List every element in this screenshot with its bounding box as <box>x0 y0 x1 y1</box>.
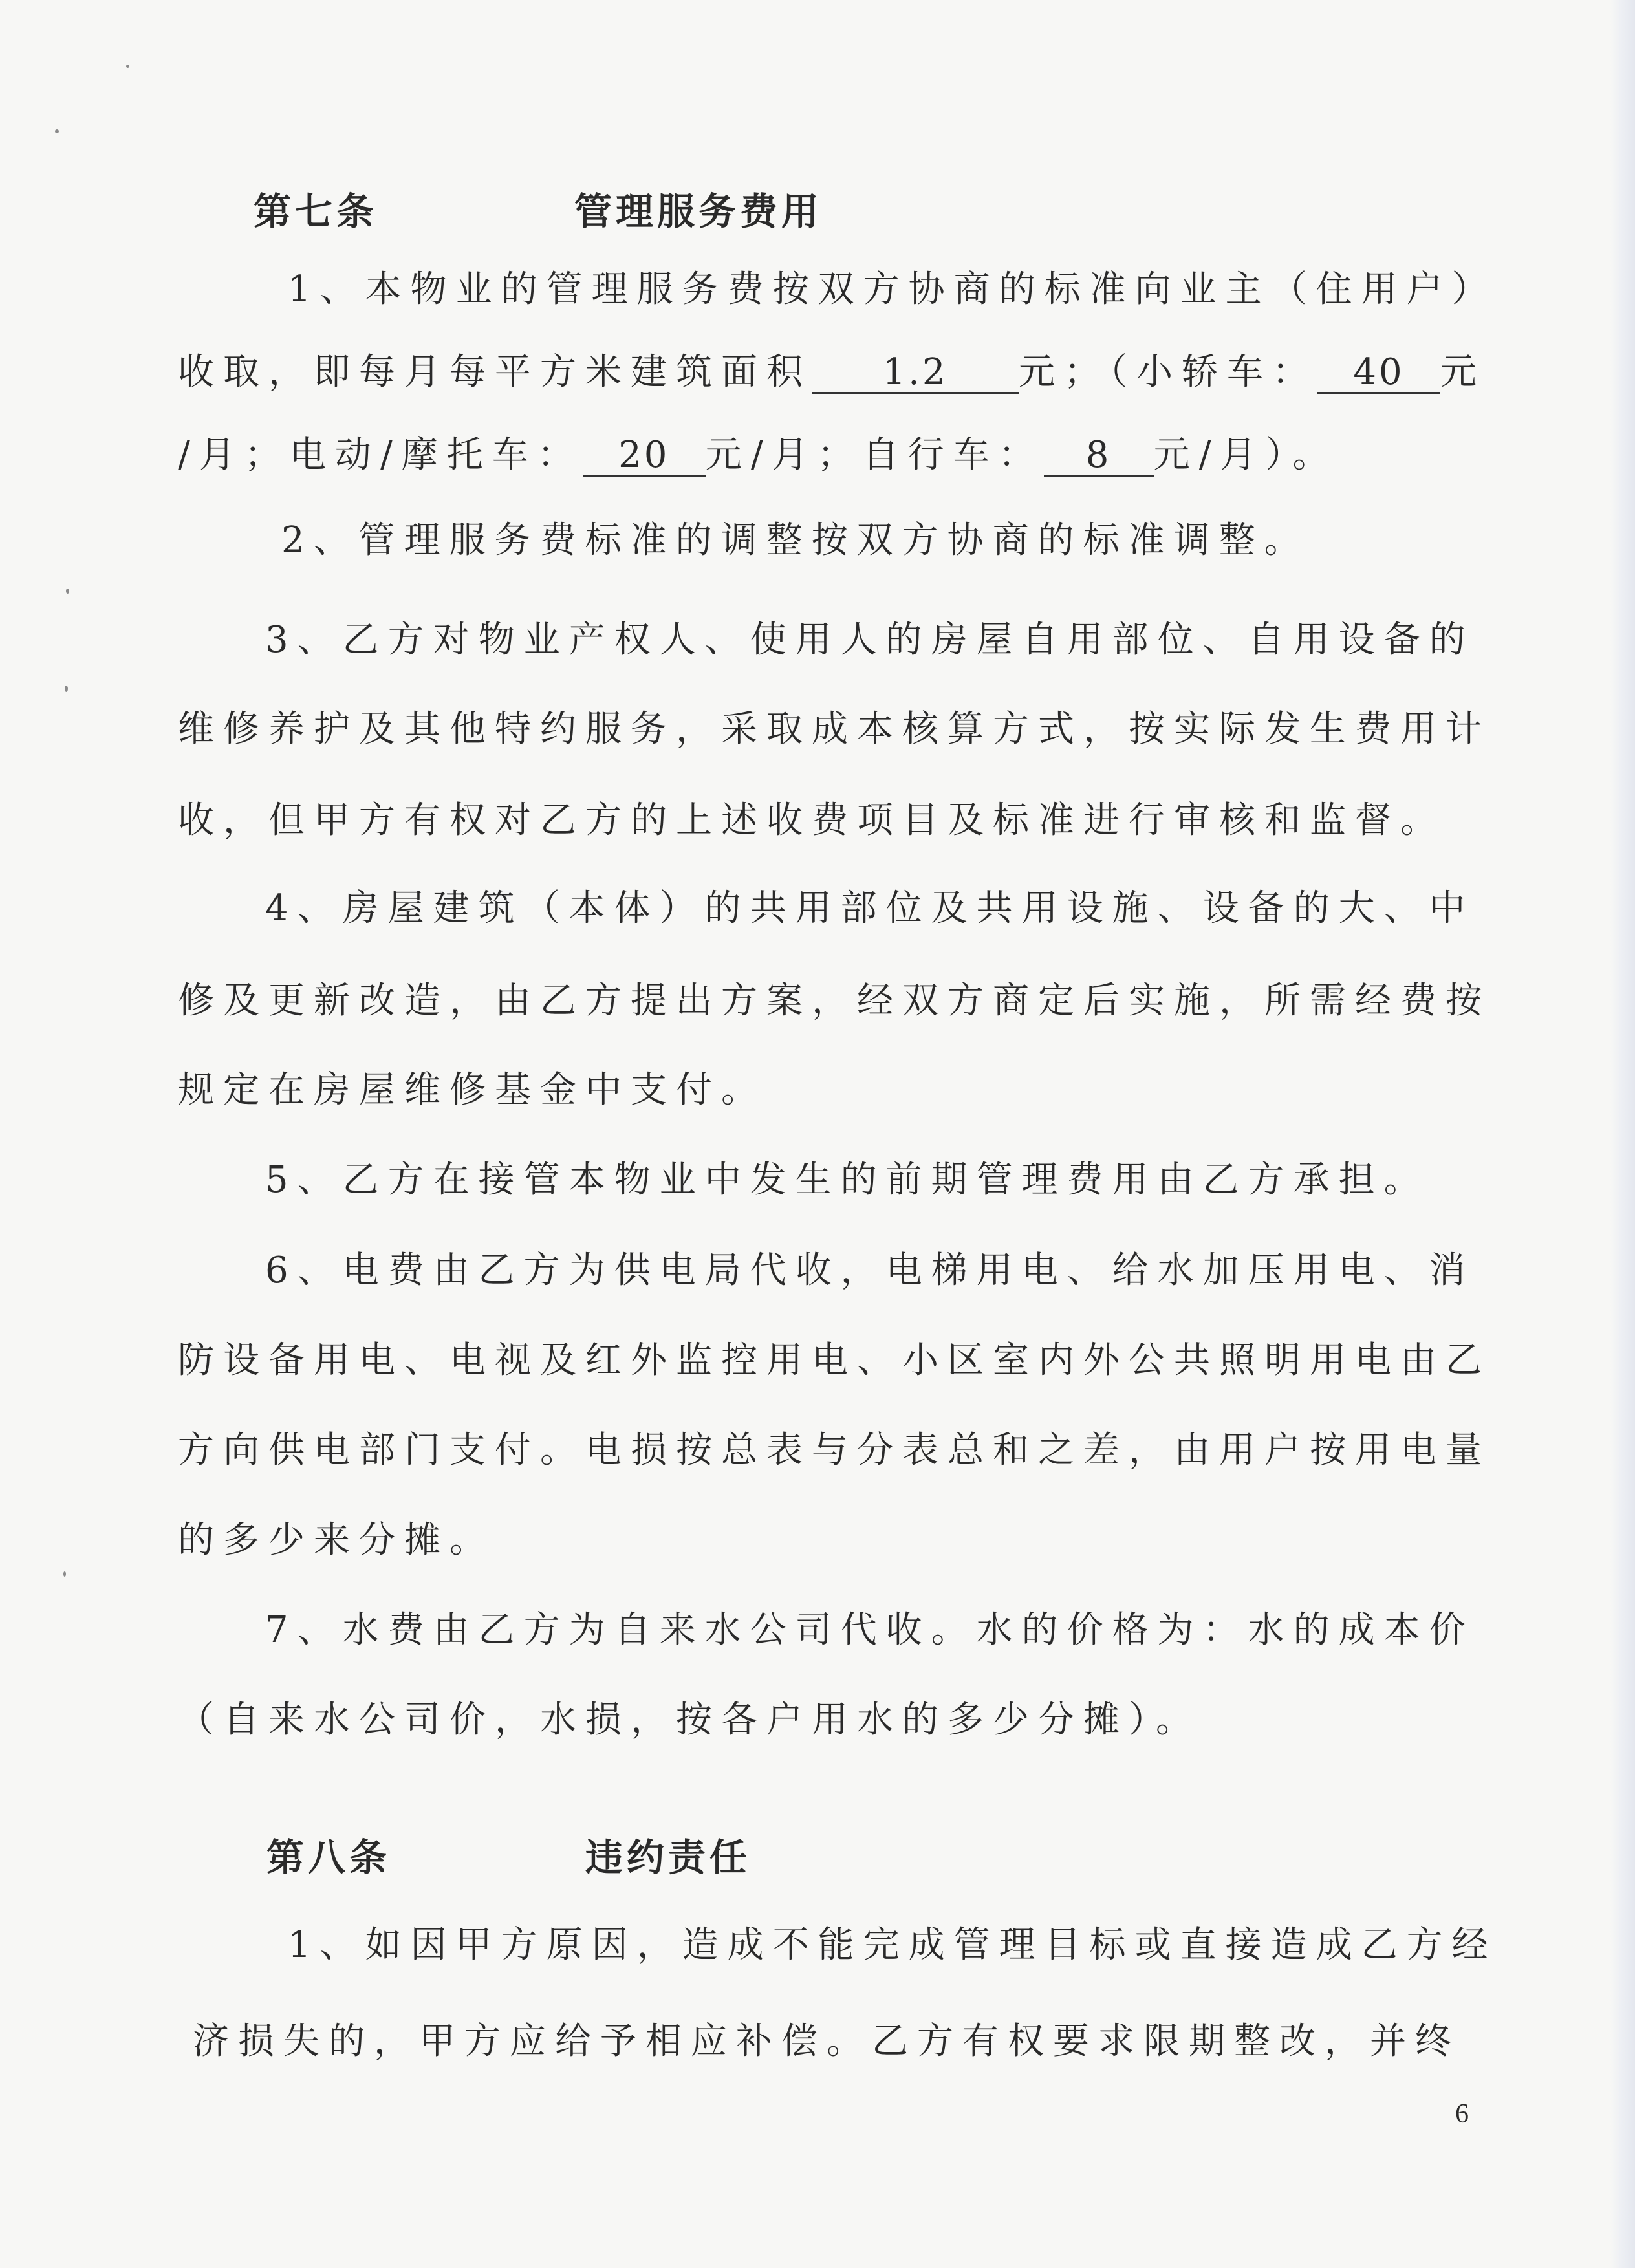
article7-clause1-line3 <box>178 433 1337 478</box>
article7-clause5: 5、乙方在接管本物业中发生的前期管理费用由乙方承担。 <box>265 1159 1429 1201</box>
article7-clause4-line2: 修及更新改造，由乙方提出方案，经双方商定后实施，所需经费按 <box>178 980 1491 1022</box>
article7-clause7-line1: 7、水费由乙方为自来水公司代收。水的价格为：水的成本价 <box>265 1609 1475 1651</box>
scan-speck <box>63 1571 66 1577</box>
scan-speck <box>66 589 69 594</box>
article8-clause1-line2: 济损失的，甲方应给予相应补偿。乙方有权要求限期整改，并终 <box>193 2020 1460 2062</box>
article7-clause1-line1: 1、本物业的管理服务费按双方协商的标准向业主（住用户） <box>288 268 1497 310</box>
clause1-text-f: 元/月）。 <box>1153 434 1338 476</box>
clause1-text-e: 元/月；自行车： <box>705 434 1044 476</box>
article8-number: 第八条 <box>266 1835 391 1879</box>
fee-bike-value: 8 <box>1044 436 1154 477</box>
article7-clause3-line3: 收，但甲方有权对乙方的上述收费项目及标准进行审核和监督。 <box>178 799 1446 841</box>
fee-ebike-value: 20 <box>583 436 706 477</box>
article7-title: 管理服务费用 <box>574 189 823 233</box>
article7-clause4-line3: 规定在房屋维修基金中支付。 <box>178 1069 766 1111</box>
article8-title: 违约责任 <box>585 1835 752 1879</box>
article7-clause3-line1: 3、乙方对物业产权人、使用人的房屋自用部位、自用设备的 <box>265 619 1475 661</box>
article7-clause1-line2 <box>178 350 1486 395</box>
scan-speck <box>126 65 129 68</box>
fee-per-sqm-value: 1.2 <box>812 353 1019 394</box>
scan-speck <box>55 129 59 133</box>
article7-clause6-line3: 方向供电部门支付。电损按总表与分表总和之差，由用户按用电量 <box>178 1429 1491 1471</box>
clause1-text-b: 元；（小轿车： <box>1019 351 1317 393</box>
article8-clause1-line1: 1、如因甲方原因，造成不能完成管理目标或直接造成乙方经 <box>288 1924 1497 1966</box>
article7-clause3-line2: 维修养护及其他特约服务，采取成本核算方式，按实际发生费用计 <box>178 708 1491 750</box>
scan-edge-shadow <box>1610 0 1635 2268</box>
page-number: 6 <box>1455 2099 1469 2129</box>
clause1-text-c: 元 <box>1440 351 1486 393</box>
article7-number: 第七条 <box>254 189 378 233</box>
clause1-text-a: 收取，即每月每平方米建筑面积 <box>178 351 812 393</box>
article7-clause6-line1: 6、电费由乙方为供电局代收，电梯用电、给水加压用电、消 <box>265 1249 1475 1291</box>
fee-car-value: 40 <box>1317 353 1440 394</box>
clause1-text-d: /月；电动/摩托车： <box>178 434 583 476</box>
scan-speck <box>65 686 68 692</box>
article7-clause6-line2: 防设备用电、电视及红外监控用电、小区室内外公共照明用电由乙 <box>178 1339 1491 1381</box>
article7-clause2: 2、管理服务费标准的调整按双方协商的标准调整。 <box>281 519 1310 561</box>
article7-clause7-line2: （自来水公司价，水损，按各户用水的多少分摊）。 <box>178 1699 1201 1741</box>
article7-clause4-line1: 4、房屋建筑（本体）的共用部位及共用设施、设备的大、中 <box>265 887 1475 929</box>
article7-clause6-line4: 的多少来分摊。 <box>178 1519 495 1561</box>
